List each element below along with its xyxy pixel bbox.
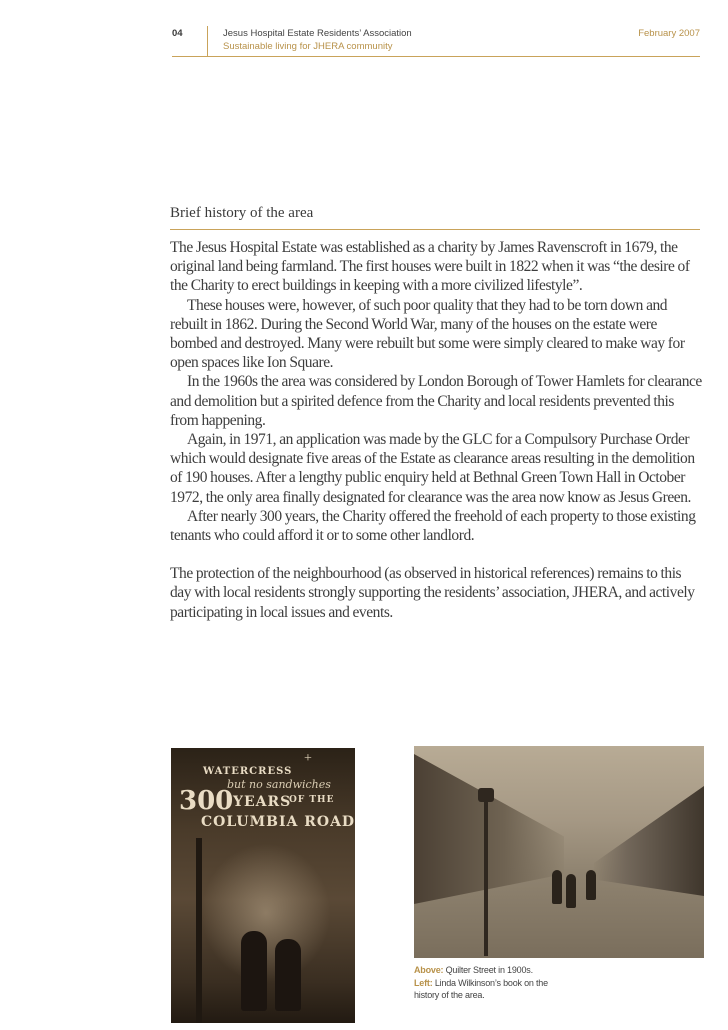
- book-cover-image: [171, 748, 355, 1023]
- book-cover-figure: [275, 939, 301, 1011]
- header-divider: [207, 26, 208, 56]
- street-photo-person: [586, 870, 596, 900]
- article-paragraph: The Jesus Hospital Estate was established as a charity by James Ravenscroft in 1679, the original land being farmland. The first houses were built in 1822 when it was “the desire of the Charity to erect buildings in keeping with a more civilized lifestyle”.: [170, 239, 690, 295]
- article-paragraph: After nearly 300 years, the Charity offered the freehold of each property to those existing tenants who could afford it or to some other landlord.: [170, 507, 696, 545]
- caption-above-label: Above:: [414, 965, 444, 975]
- street-photo-person: [552, 870, 562, 904]
- page-number: 04: [172, 28, 183, 39]
- book-cover-of-the: OF THE: [289, 795, 335, 805]
- caption-above-text: Quilter Street in 1900s.: [445, 965, 533, 975]
- organisation-name: Jesus Hospital Estate Residents’ Association: [223, 28, 412, 39]
- book-cover-lamp-post: [196, 838, 202, 1023]
- section-heading: Brief history of the area: [170, 205, 314, 221]
- book-cover-title-line: WATERCRESS: [203, 766, 293, 777]
- page-header: [172, 26, 700, 56]
- book-cover-subtitle: but no sandwiches: [227, 778, 331, 791]
- street-photo-person: [566, 874, 576, 908]
- article-paragraph: In the 1960s the area was considered by London Borough of Tower Hamlets for clearance and demolition but a spirited defence from the Charity and local residents prevented this from happening.: [170, 373, 702, 429]
- header-rule: [172, 56, 700, 57]
- issue-date: February 2007: [638, 28, 700, 39]
- book-cover-number: 300: [179, 786, 234, 816]
- book-cover-figure: [241, 931, 267, 1011]
- street-photo: [414, 746, 704, 958]
- book-cover-road: COLUMBIA ROAD: [201, 814, 355, 830]
- section-rule: [170, 229, 700, 230]
- article-paragraph: The protection of the neighbourhood (as observed in historical references) remains to this day with local residents strongly supporting the residents’ association, JHERA, and actively participating in local issues and events.: [170, 565, 695, 621]
- article-paragraph: Again, in 1971, an application was made by the GLC for a Compulsory Purchase Order which would designate five areas of the Estate as clearance areas resulting in the demolition of 190 houses. After a lengthy public enquiry held at Bethnal Green Town Hall in October 1972, the only area finally designated for clearance was the area now know as Jesus Green.: [170, 431, 695, 506]
- photo-caption: [414, 964, 564, 1002]
- street-photo-terrace-right: [594, 786, 704, 896]
- street-photo-lamp-post: [484, 796, 488, 956]
- book-cover-years: YEARS: [233, 794, 292, 810]
- caption-left-text: Linda Wilkinson’s book on the history of the area.: [414, 977, 548, 1000]
- article-paragraph: These houses were, however, of such poor quality that they had to be torn down and rebuilt in 1862. During the Second World War, many of the houses on the estate were bombed and destroyed. Many were rebuilt but some were simply cleared to make way for open spaces like Ion Square.: [170, 296, 685, 372]
- article-body: [170, 238, 704, 622]
- book-cover-cross-icon: +: [304, 751, 312, 766]
- street-photo-terrace-left: [414, 754, 564, 904]
- organisation-tagline: Sustainable living for JHERA community: [223, 41, 393, 52]
- caption-left-label: Left:: [414, 977, 433, 988]
